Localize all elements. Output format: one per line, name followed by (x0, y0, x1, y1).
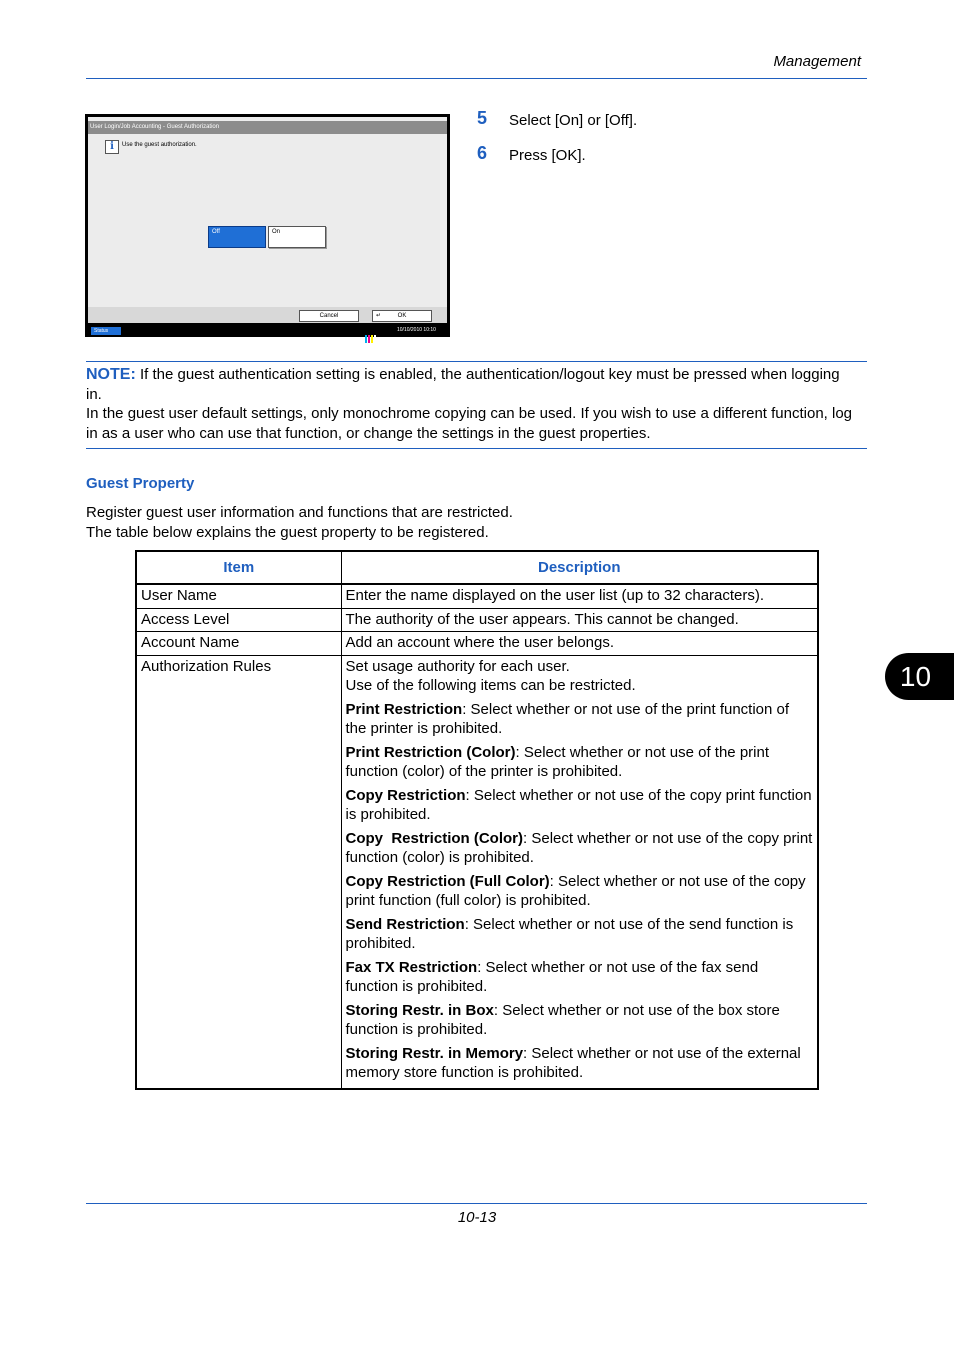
running-header: Management (773, 53, 861, 70)
row-description: Enter the name displayed on the user list (up to 32 characters). (341, 584, 818, 608)
auth-rule-name: Send Restriction (345, 915, 465, 933)
note-bottom-rule (86, 448, 867, 449)
step-number: 6 (477, 143, 488, 163)
auth-intro-line-1: Set usage authority for each user. (345, 657, 570, 675)
auth-intro (346, 657, 814, 696)
auth-rule-name: Copy Restriction (Full Color) (345, 872, 550, 890)
status-button[interactable]: Status (91, 327, 121, 335)
ok-button[interactable] (372, 310, 432, 322)
auth-rule (346, 1044, 814, 1083)
step-text: Select [On] or [Off]. (509, 112, 638, 129)
toner-level-icon (365, 326, 377, 335)
step-text: Press [OK]. (509, 147, 586, 164)
note-top-rule (86, 361, 867, 362)
note-line-1 (86, 365, 856, 404)
row-item: Authorization Rules (136, 655, 341, 1089)
auth-rule-text: : Select whether or not use of the print function (color) of the printer is prohibited. (345, 743, 769, 780)
enter-icon: ↵ (376, 313, 382, 319)
table-row (136, 608, 818, 632)
section-title: Guest Property (86, 475, 195, 492)
auth-rule (346, 700, 814, 739)
ok-button-label: OK (397, 313, 407, 319)
row-description: Add an account where the user belongs. (341, 632, 818, 656)
auth-rule-text: : Select whether or not use of the copy print function (color) is prohibited. (345, 829, 813, 866)
step-number: 5 (477, 108, 488, 128)
auth-rule (346, 915, 814, 954)
screen-body (88, 117, 447, 323)
column-header-item: Item (136, 551, 341, 584)
auth-rule-text: : Select whether or not use of the send function is prohibited. (345, 915, 794, 952)
screen-title: User Login/Job Accounting - Guest Authorization (88, 121, 447, 134)
section-intro (86, 503, 513, 542)
table-row (136, 632, 818, 656)
column-header-description: Description (341, 551, 818, 584)
table-row (136, 584, 818, 608)
auth-rule-text: : Select whether or not use of the copy print function is prohibited. (345, 786, 812, 823)
row-item: User Name (136, 584, 341, 608)
header-rule (86, 78, 867, 79)
guest-property-table (135, 550, 819, 1090)
auth-rule (346, 829, 814, 868)
note-text-1: If the guest authentication setting is enabled, the authentication/logout key must be pressed when logging in. (86, 366, 840, 403)
auth-rule-name: Storing Restr. in Box (345, 1001, 494, 1019)
page-number: 10-13 (457, 1209, 497, 1226)
intro-line-2: The table below explains the guest property to be registered. (86, 523, 489, 541)
info-icon: i (105, 140, 119, 154)
auth-rule (346, 958, 814, 997)
auth-rule (346, 743, 814, 782)
on-button[interactable]: On (268, 226, 326, 248)
off-button[interactable]: Off (208, 226, 266, 248)
operation-panel-screenshot (85, 114, 450, 337)
note-label: NOTE: (86, 366, 136, 383)
auth-rule-text: : Select whether or not use of the fax send function is prohibited. (345, 958, 759, 995)
row-description (341, 655, 818, 1089)
auth-rule-text: : Select whether or not use of the external memory store function is prohibited. (345, 1044, 801, 1081)
auth-rule-name: Copy Restriction (345, 786, 466, 804)
auth-rule (346, 1001, 814, 1040)
screen-datetime: 10/10/2010 10:10 (397, 327, 436, 333)
intro-line-1: Register guest user information and functions that are restricted. (86, 504, 513, 521)
auth-rule-name: Print Restriction (345, 700, 463, 718)
auth-rule (346, 872, 814, 911)
auth-rule (346, 786, 814, 825)
auth-intro-line-2: Use of the following items can be restricted. (345, 677, 636, 694)
footer-rule (86, 1203, 867, 1204)
auth-rule-name: Copy Restriction (Color) (345, 829, 524, 847)
auth-rule-text: : Select whether or not use of the print function of the printer is prohibited. (345, 700, 790, 737)
auth-rule-text: : Select whether or not use of the copy print function (full color) is prohibited. (345, 872, 806, 909)
cancel-button[interactable]: Cancel (299, 310, 359, 322)
note-block (86, 365, 856, 443)
auth-rule-name: Storing Restr. in Memory (345, 1044, 524, 1062)
row-description: The authority of the user appears. This cannot be changed. (341, 608, 818, 632)
table-header-row (136, 551, 818, 584)
row-item: Access Level (136, 608, 341, 632)
auth-rule-name: Print Restriction (Color) (345, 743, 516, 761)
row-item: Account Name (136, 632, 341, 656)
note-text-2: In the guest user default settings, only monochrome copying can be used. If you wish to use a different function, log in as a user who can use that function, or change the settings in the guest properties. (86, 405, 853, 442)
chapter-tab (885, 653, 954, 700)
chapter-number: 10 (899, 661, 932, 692)
table-row (136, 655, 818, 1089)
auth-rule-text: : Select whether or not use of the box store function is prohibited. (345, 1001, 780, 1038)
auth-rule-name: Fax TX Restriction (345, 958, 478, 976)
screen-info-text: Use the guest authorization. (122, 142, 197, 148)
